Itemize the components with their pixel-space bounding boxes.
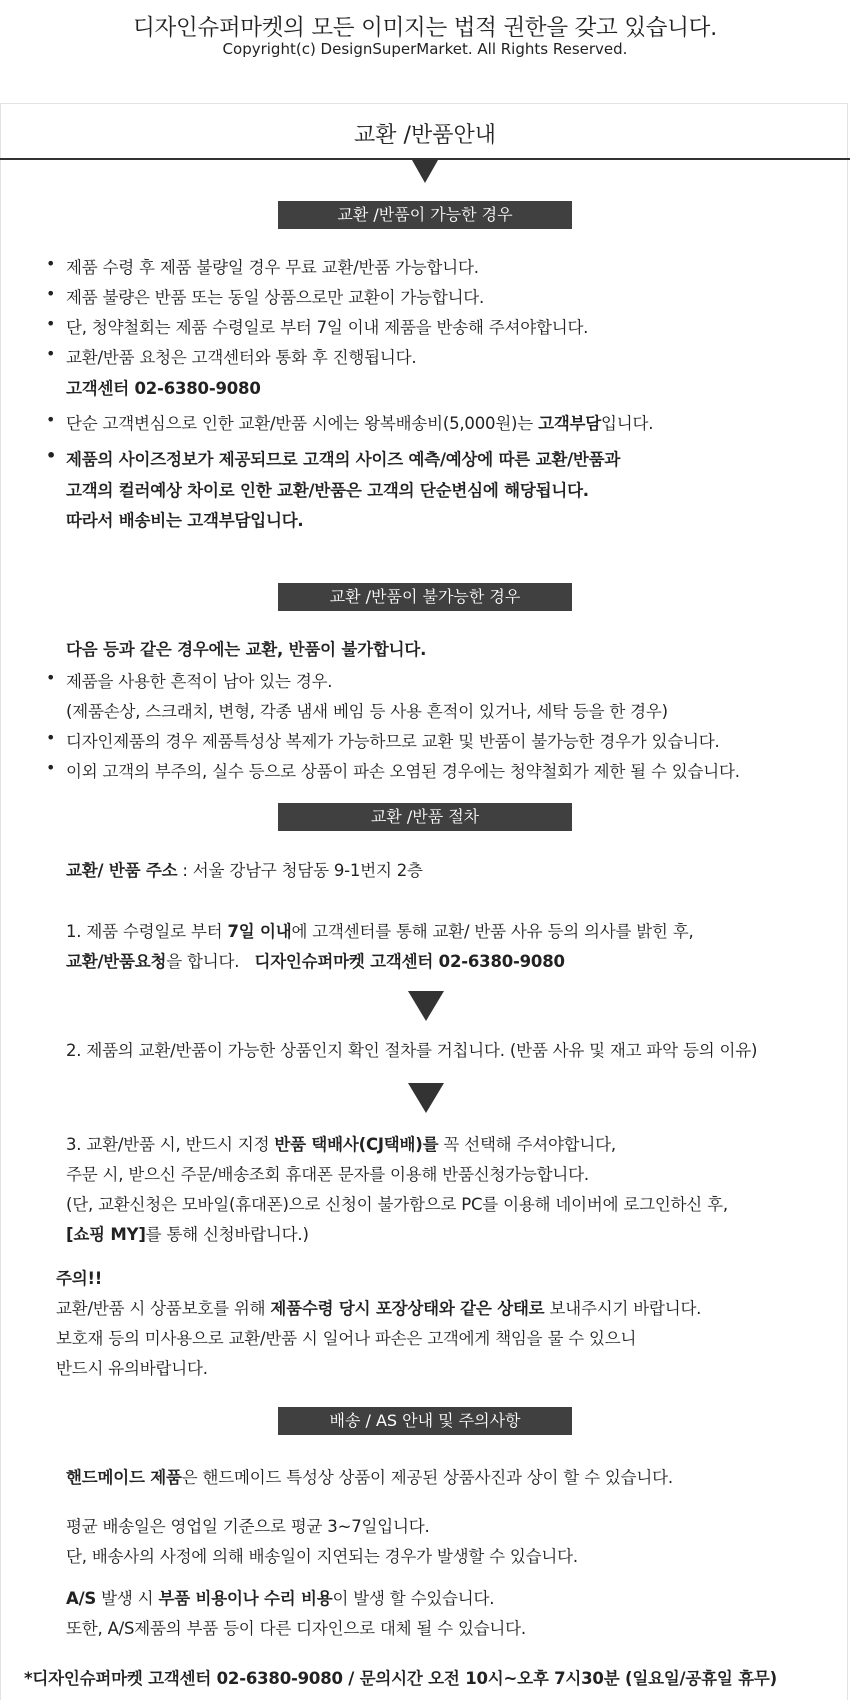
step-3-text: 3. 교환/반품 시, 반드시 지정 [66,1135,275,1154]
list-item: • 제품을 사용한 흔적이 남아 있는 경우. [66,668,332,692]
section-heading-exchange-impossible: 교환 /반품이 불가능한 경우 [278,583,572,611]
step-2: 2. 제품의 교환/반품이 가능한 상품인지 확인 절차를 거칩니다. (반품 사유 및 재고 파악 등의 이유) [66,1041,758,1060]
customer-center-phone: 디자인슈퍼마켓 고객센터 02-6380-9080 [254,952,565,971]
step-1-text-end: 에 고객센터를 통해 교환/ 반품 사유 등의 의사를 밝힌 후, [291,922,694,941]
list-item-detail: (제품손상, 스크래치, 변형, 각종 냄새 베임 등 사용 흔적이 있거나, 세탁 등을 한 경우) [66,702,668,721]
step-3 [66,1131,616,1155]
section-heading-exchange-possible: 교환 /반품이 가능한 경우 [278,201,572,229]
list-item: • 이외 고객의 부주의, 실수 등으로 상품이 파손 오염된 경우에는 청약철회가 제한 될 수 있습니다. [66,758,740,782]
down-arrow-icon [408,991,444,1021]
as-rest: 이 발생 할 수있습니다. [332,1589,495,1608]
notice-title: 디자인슈퍼마켓의 모든 이미지는 법적 권한을 갖고 있습니다. [133,15,717,41]
step-3-line-3: (단, 교환신청은 모바일(휴대폰)으로 신청이 불가함으로 PC를 이용해 네이버에 로그인하신 후, [66,1195,728,1214]
size-notice-line: 따라서 배송비는 고객부담입니다. [66,511,304,530]
impossible-intro: 다음 등과 같은 경우에는 교환, 반품이 불가합니다. [66,640,427,659]
customer-center-phone: 고객센터 02-6380-9080 [66,379,261,398]
delivery-line-2: 단, 배송사의 사정에 의해 배송일이 지연되는 경우가 발생할 수 있습니다. [66,1547,578,1566]
list-item: • 디자인제품의 경우 제품특성상 복제가 가능하므로 교환 및 반품이 불가능한 경우가 있습니다. [66,728,720,752]
list-item: • 제품 불량은 반품 또는 동일 상품으로만 교환이 가능합니다. [66,284,484,308]
size-notice-line: • 제품의 사이즈정보가 제공되므로 고객의 사이즈 예측/예상에 따른 교환/반품과 [66,446,620,470]
exchange-request-text: 교환/반품요청 [66,952,167,971]
caution-line-2: 보호재 등의 미사용으로 교환/반품 시 일어나 파손은 고객에게 책임을 물 수 있으니 [56,1329,637,1348]
list-item: • 제품 수령 후 제품 불량일 경우 무료 교환/반품 가능합니다. [66,254,479,278]
handmade-bold: 핸드메이드 제품 [66,1468,182,1487]
size-notice-line: 고객의 컬러예상 차이로 인한 교환/반품은 고객의 단순변심에 해당됩니다. [66,481,589,500]
step-1-deadline: 7일 이내 [227,922,292,941]
as-mid: 발생 시 [96,1589,159,1608]
step-1-text: 1. 제품 수령일로 부터 [66,922,228,941]
list-item [66,410,653,434]
as-line-2: 또한, A/S제품의 부품 등이 다른 디자인으로 대체 될 수 있습니다. [66,1619,526,1638]
shipping-text: 단순 고객변심으로 인한 교환/반품 시에는 왕복배송비(5,000원)는 [66,414,539,433]
step-3-line-4 [66,1221,309,1245]
step-3-line-2: 주문 시, 받으신 주문/배송조회 휴대폰 문자를 이용해 반품신청가능합니다. [66,1165,589,1184]
address-value: : 서울 강남구 청담동 9-1번지 2층 [177,861,423,880]
section-heading-delivery-as: 배송 / AS 안내 및 주의사항 [278,1407,572,1435]
page-title: 교환 /반품안내 [354,123,496,148]
as-cost-bold: 부품 비용이나 수리 비용 [158,1589,333,1608]
customer-pays-text: 고객부담 [538,414,602,433]
list-item: • 교환/반품 요청은 고객센터와 통화 후 진행됩니다. [66,344,416,368]
delivery-line-1: 평균 배송일은 영업일 기준으로 평균 3~7일입니다. [66,1517,430,1536]
handmade-notice [66,1464,673,1488]
address-label: 교환/ 반품 주소 [66,861,178,880]
step-3-line-4-rest: 를 통해 신청바랍니다.) [145,1225,309,1244]
step-3-text-end: 꼭 선택해 주셔야합니다, [438,1135,616,1154]
caution-title: 주의!! [56,1269,103,1288]
content-frame [0,103,848,1700]
as-line-1 [66,1585,494,1609]
step-1-mid: 을 합니다. [166,952,255,971]
as-label: A/S [66,1589,97,1608]
list-item: • 단, 청약철회는 제품 수령일로 부터 7일 이내 제품을 반송해 주셔야합니다. [66,314,588,338]
down-arrow-icon [408,1083,444,1113]
footer-contact: *디자인슈퍼마켓 고객센터 02-6380-9080 / 문의시간 오전 10시~오후 7시30분 (일요일/공휴일 휴무) [24,1669,777,1688]
caution-bold: 제품수령 당시 포장상태와 같은 상태로 [270,1299,545,1318]
return-address [66,857,423,881]
caution-line-1 [56,1295,701,1319]
handmade-rest: 은 핸드메이드 특성상 상품이 제공된 상품사진과 상이 할 수 있습니다. [181,1468,673,1487]
caution-line-3: 반드시 유의바랍니다. [56,1359,208,1378]
shopping-my-text: [쇼핑 MY] [66,1225,146,1244]
step-1-line-2 [66,948,565,972]
shipping-text-end: 입니다. [601,414,654,433]
courier-text: 반품 택배사(CJ택배)를 [274,1135,439,1154]
step-1 [66,918,694,942]
caution-text: 교환/반품 시 상품보호를 위해 [56,1299,271,1318]
copyright-text: Copyright(c) DesignSuperMarket. All Rights Reserved. [222,40,628,58]
down-arrow-icon [412,160,438,183]
section-heading-procedure: 교환 /반품 절차 [278,803,572,831]
caution-text-end: 보내주시기 바랍니다. [544,1299,702,1318]
